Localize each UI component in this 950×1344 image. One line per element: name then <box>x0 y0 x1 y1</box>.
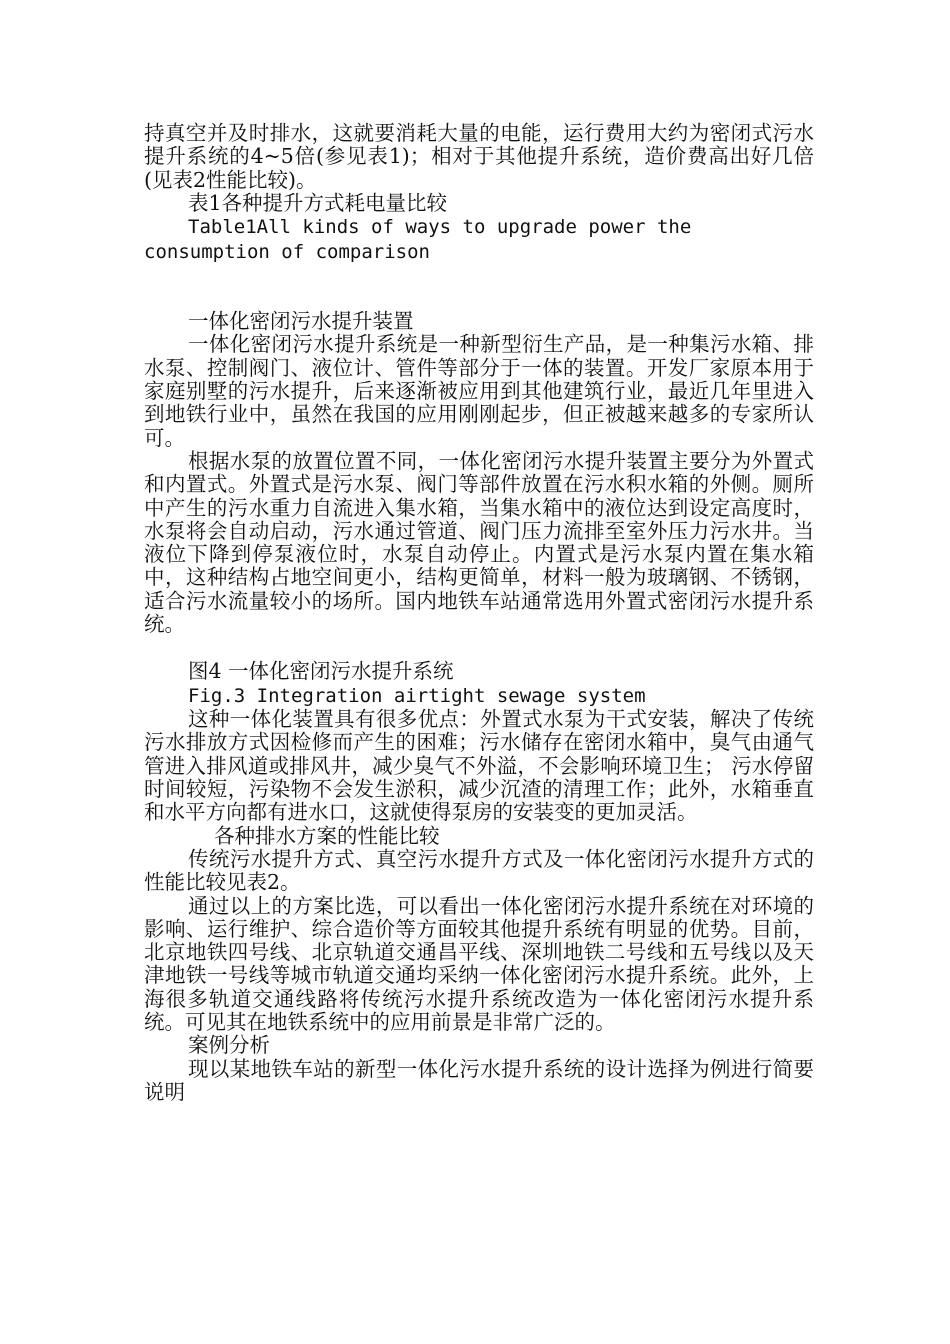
table-placeholder-gap <box>144 264 814 310</box>
table1-caption-cn: 表1各种提升方式耗电量比较 <box>188 190 448 215</box>
figure-placeholder-gap <box>144 636 814 660</box>
section-title-integrated-device: 一体化密闭污水提升装置 <box>188 309 414 334</box>
paragraph-comparison-intro: 传统污水提升方式、真空污水提升方式及一体化密闭污水提升方式的性能比较见表2。 <box>144 846 814 895</box>
section-title-case-analysis: 案例分析 <box>188 1033 270 1058</box>
figure4-caption-cn: 图4 一体化密闭污水提升系统 <box>188 659 454 684</box>
paragraph-device-description: 一体化密闭污水提升系统是一种新型衍生产品，是一种集污水箱、排水泵、控制阀门、液位计、管件等部分于一体的装置。开发厂家原本用于家庭别墅的污水提升，后来逐渐被应用到其他建筑行业，最近几年里进入到地铁行业中，虽然在我国的应用刚刚起步，但正被越来越多的专家所认可。 <box>144 332 814 450</box>
paragraph-pump-placement: 根据水泵的放置位置不同，一体化密闭污水提升装置主要分为外置式和内置式。外置式是污水泵、阀门等部件放置在污水积水箱的外侧。厕所中产生的污水重力自流进入集水箱，当集水箱中的液位达到设定高度时，水泵将会自动启动，污水通过管道、阀门压力流排至室外压力污水井。当液位下降到停泵液位时，水泵自动停止。内置式是污水泵内置在集水箱中，这种结构占地空间更小，结构更简单，材料一般为玻璃钢、不锈钢，适合污水流量较小的场所。国内地铁车站通常选用外置式密闭污水提升系统。 <box>144 448 814 637</box>
table1-caption-en: Table1All kinds of ways to upgrade power the consumption of comparison <box>144 216 692 263</box>
paragraph-comparison-conclusion: 通过以上的方案比选，可以看出一体化密闭污水提升系统在对环境的影响、运行维护、综合造价等方面较其他提升系统有明显的优势。目前，北京地铁四号线、北京轨道交通昌平线、深圳地铁二号线和五号线以及天津地铁一号线等城市轨道交通均采纳一体化密闭污水提升系统。此外，上海很多轨道交通线路将传统污水提升系统改造为一体化密闭污水提升系统。可见其在地铁系统中的应用前景是非常广泛的。 <box>144 893 814 1034</box>
paragraph-case-intro: 现以某地铁车站的新型一体化污水提升系统的设计选择为例进行简要说明 <box>144 1056 814 1104</box>
document-body <box>144 122 814 1104</box>
section-title-performance-comparison: 各种排水方案的性能比较 <box>214 823 440 848</box>
paragraph-intro: 持真空并及时排水，这就要消耗大量的电能，运行费用大约为密闭式污水提升系统的4~5倍(参见表1)；相对于其他提升系统，造价费高出好几倍(见表2性能比较)。 <box>144 121 814 192</box>
paragraph-advantages: 这种一体化装置具有很多优点：外置式水泵为干式安装，解决了传统污水排放方式因检修而产生的困难；污水储存在密闭水箱中，臭气由通气管进入排风道或排风井，减少臭气不外溢，不会影响环境卫生； 污水停留时间较短，污染物不会发生淤积，减少沉渣的清理工作；此外，水箱垂直和水平方向都有进水口，这就使得泵房的安装变的更加灵活。 <box>144 707 814 825</box>
figure4-caption-en: Fig.3 Integration airtight sewage system <box>188 684 646 707</box>
